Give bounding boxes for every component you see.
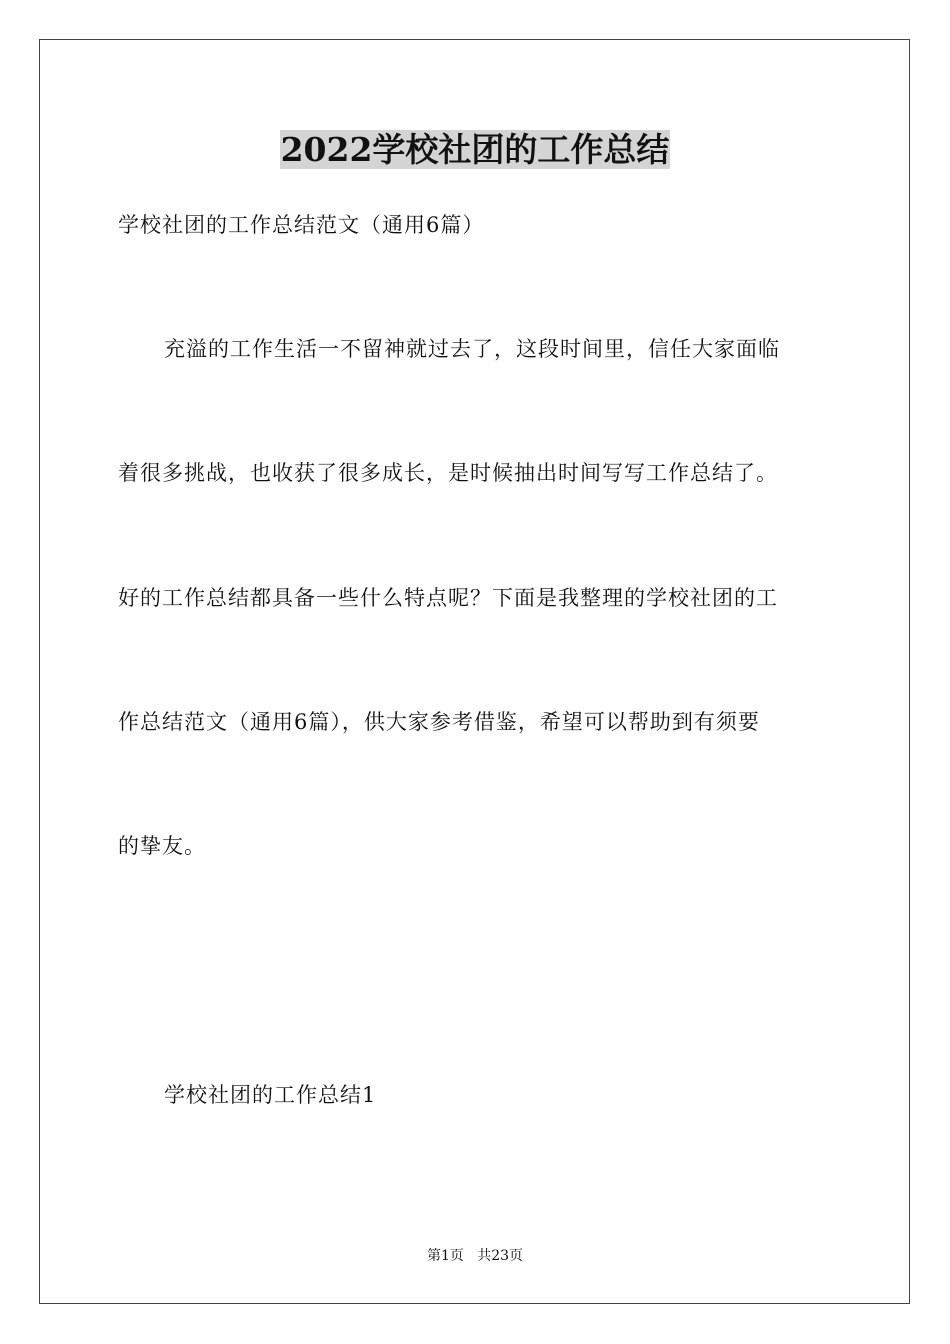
section-heading: 学校社团的工作总结1 xyxy=(164,1083,377,1107)
page-footer: 第1页 共23页 xyxy=(426,1248,524,1264)
document-title xyxy=(0,128,950,172)
intro-line-5: 的挚友。 xyxy=(118,834,206,858)
intro-line-2: 着很多挑战，也收获了很多成长，是时候抽出时间写写工作总结了。 xyxy=(118,461,778,485)
intro-line-4: 作总结范文（通用6篇），供大家参考借鉴，希望可以帮助到有须要 xyxy=(118,710,760,734)
intro-line-3: 好的工作总结都具备一些什么特点呢？下面是我整理的学校社团的工 xyxy=(118,586,778,610)
document-subtitle: 学校社团的工作总结范文（通用6篇） xyxy=(118,213,485,237)
intro-line-1: 充溢的工作生活一不留神就过去了，这段时间里，信任大家面临 xyxy=(164,337,780,361)
document-title-text: 2022学校社团的工作总结 xyxy=(280,130,670,169)
